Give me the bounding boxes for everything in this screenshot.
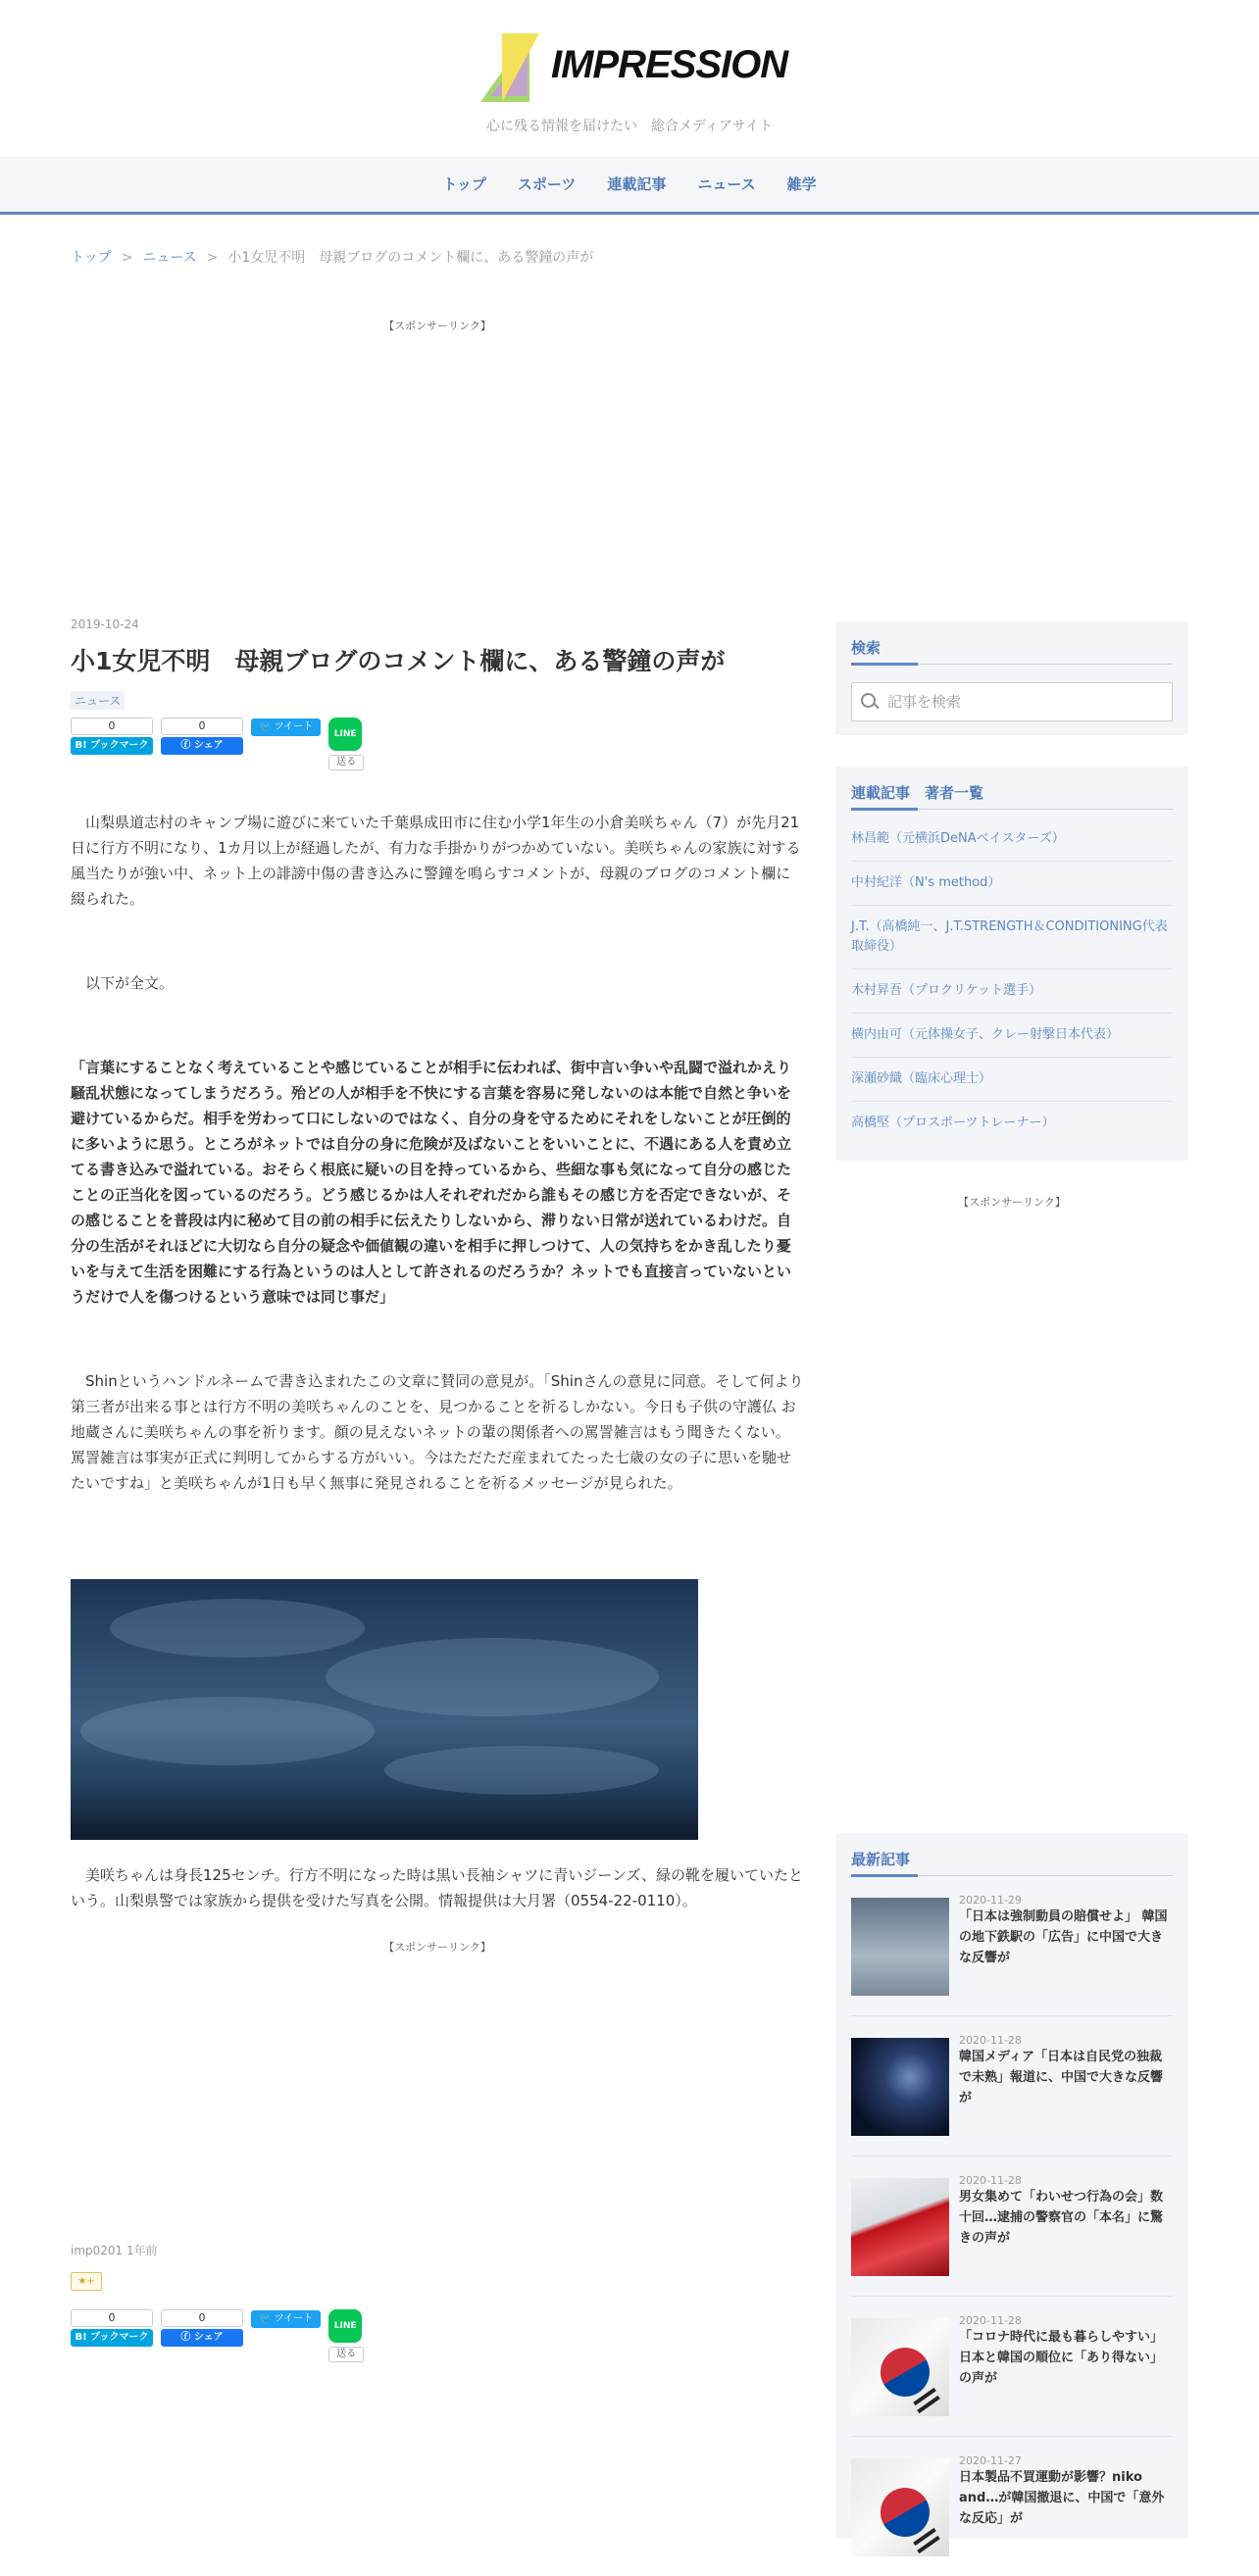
search-box[interactable] <box>851 682 1173 721</box>
share-buttons-top <box>71 718 804 778</box>
recent-post[interactable] <box>851 1890 1173 2016</box>
author-link[interactable]: J.T.（高橋純一、J.T.STRENGTH＆CONDITIONING代表取締役） <box>851 906 1173 969</box>
share-buttons-bottom <box>71 2309 364 2370</box>
line-send-label[interactable]: 送る <box>328 2347 364 2362</box>
facebook-share-button[interactable] <box>161 737 243 755</box>
recent-post-title[interactable]: 男女集めて「わいせつ行為の会」数十回…逮捕の警察官の「本名」に驚きの声が <box>959 2190 1164 2246</box>
hatena-star-button[interactable]: ★+ <box>71 2272 102 2291</box>
search-widget-title: 検索 <box>851 637 1173 665</box>
hatena-bookmark-button[interactable]: B! ブックマーク <box>71 2329 153 2347</box>
facebook-icon: ⓕ <box>180 2332 194 2343</box>
hatena-share[interactable] <box>71 718 153 755</box>
article-paragraph: Shinというハンドルネームで書き込まれたこの文章に賛同の意見が。「Shinさんの意見に同意。そして何より第三者が出来る事とは行方不明の美咲ちゃんのことを、見つかることを祈るしかない。今日も子供の守護仏 お地蔵さんに美咲ちゃんの事を祈ります。顔の見えないネットの輩の関係者への罵詈雑言はもう聞きたくない。罵詈雑言は事実が正式に判明してからする方がいい。今はただただ産まれてたった七歳の女の子に思いを馳せたいですね」と美咲ちゃんが1日も早く無事に発見されることを祈るメッセージが見られた。 <box>71 1371 804 1492</box>
tweet-button[interactable] <box>251 2310 321 2328</box>
sidebar <box>835 621 1188 1210</box>
line-share[interactable] <box>328 718 364 770</box>
recent-post-date: 2020-11-29 <box>959 1894 1022 1907</box>
hatena-count: 0 <box>71 2309 153 2327</box>
recent-post[interactable] <box>851 2170 1173 2297</box>
author-link[interactable]: 高橋堅（プロスポーツトレーナー） <box>851 1115 1055 1130</box>
twitter-bird-icon: 🐦 <box>259 2313 275 2324</box>
recent-post[interactable] <box>851 2310 1173 2437</box>
article <box>71 618 804 1496</box>
author-link[interactable]: 深瀬砂織（臨床心理士） <box>851 1058 1173 1102</box>
breadcrumb-section[interactable]: ニュース <box>142 250 197 266</box>
facebook-icon: ⓕ <box>180 739 194 751</box>
recent-post-title[interactable]: 「コロナ時代に最も暮らしやすい」 日本と韓国の順位に「あり得ない」の声が <box>959 2330 1164 2386</box>
facebook-share[interactable] <box>161 718 243 755</box>
author-list <box>851 817 1173 1145</box>
photo-cloud <box>110 1599 365 1658</box>
hatena-count: 0 <box>71 718 153 735</box>
hatena-bookmark-button[interactable]: B! ブックマーク <box>71 737 153 755</box>
recent-post-thumbnail[interactable] <box>851 2038 949 2136</box>
facebook-share-label: シェア <box>193 2332 224 2343</box>
sponsor-label-sidebar: 【スポンサーリンク】 <box>958 1196 1066 1209</box>
global-nav <box>0 157 1259 215</box>
recent-posts-widget <box>835 1833 1188 2539</box>
recent-posts-title: 最新記事 <box>851 1849 1173 1876</box>
search-widget <box>835 621 1188 735</box>
recent-post-thumbnail[interactable] <box>851 2458 949 2556</box>
logo-mark-yellow <box>502 33 539 102</box>
breadcrumb-separator: > <box>121 250 133 266</box>
search-input[interactable] <box>885 692 1164 712</box>
recent-post-title[interactable]: 「日本は強制動員の賠償せよ」 韓国の地下鉄駅の「広告」に中国で大きな反響が <box>959 1909 1168 1965</box>
author-link[interactable]: 横内由可（元体操女子、クレー射撃日本代表） <box>851 1014 1173 1058</box>
post-title: 小1女児不明 母親ブログのコメント欄に、ある警鐘の声が <box>71 647 726 675</box>
facebook-count: 0 <box>161 2309 243 2327</box>
hatena-share[interactable] <box>71 2309 153 2347</box>
recent-post-date: 2020-11-28 <box>959 2034 1022 2047</box>
breadcrumb <box>71 247 593 267</box>
article-paragraph: 美咲ちゃんは身長125センチ。行方不明になった時は黒い長袖シャツに青いジーンズ、緑の靴を履いていたという。山梨県警では家族から提供を受けた写真を公開。情報提供は大月署（0554-22-0110）。 <box>71 1866 803 1909</box>
facebook-share[interactable] <box>161 2309 243 2347</box>
recent-posts-sidebar <box>835 1833 1188 2539</box>
twitter-bird-icon: 🐦 <box>259 720 275 732</box>
recent-post-date: 2020-11-28 <box>959 2314 1022 2327</box>
recent-post[interactable] <box>851 2451 1173 2576</box>
article-quote: 「言葉にすることなく考えていることや感じていることが相手に伝われば、街中言い争いや乱闘で溢れかえり騒乱状態になってしまうだろう。殆どの人が相手を不快にする言葉を容易に発しないのは本能で自然と争いを避けているからだ。相手を労わって口にしないのではなく、自分の身を守るためにそれをしないことが圧倒的に多いように思う。ところがネットでは自分の身に危険が及ばないことをいいことに、不遇にある人を責め立てる書き込みで溢れている。おそらく根底に疑いの目を持っているから、些細な事も気になって自分の感じたことの正当化を図っているのだろう。どう感じるかは人それぞれだから誰もその感じ方を否定できないが、その感じることを普段は内に秘めて目の前の相手に伝えたりしないから、滞りない日常が送れているわけだ。自分の生活がそれほどに大切なら自分の疑念や価値観の違いを相手に押しつけて、人の気持ちをかき乱したり憂いを与えて生活を困難にする行為というのは人として許されるのだろうか？ネットでも直接言っていないというだけで人を傷つけるという意味では同じ事だ」 <box>71 1058 792 1306</box>
storm-cloud-photo <box>71 1579 698 1840</box>
article-paragraph: 以下が全文。 <box>71 973 175 992</box>
author-link[interactable]: 木村昇吾（プロクリケット選手） <box>851 969 1173 1014</box>
photo-cloud <box>326 1638 659 1716</box>
site-header <box>0 0 1259 157</box>
breadcrumb-home[interactable]: トップ <box>71 250 112 266</box>
tweet-button[interactable] <box>251 718 321 736</box>
recent-post-title[interactable]: 韓国メディア「日本は自民党の独裁で未熟」報道に、中国で大きな反響が <box>959 2050 1164 2105</box>
line-icon[interactable]: LINE <box>328 2309 362 2343</box>
sponsor-label-bottom: 【スポンサーリンク】 <box>383 1941 491 1954</box>
site-logo[interactable] <box>480 29 788 108</box>
facebook-share-label: シェア <box>193 739 224 751</box>
tweet-label: ツイート <box>274 2313 314 2324</box>
line-icon[interactable]: LINE <box>328 718 362 751</box>
photo-cloud <box>384 1746 659 1795</box>
recent-posts-list <box>851 1890 1173 2576</box>
recent-post[interactable] <box>851 2030 1173 2156</box>
nav-item-trivia[interactable]: 雑学 <box>786 175 817 193</box>
nav-item-sports[interactable]: スポーツ <box>517 175 577 193</box>
logo-wordmark: IMPRESSION <box>551 43 788 86</box>
site-tagline: 心に残る情報を届けたい 総合メディアサイト <box>486 119 773 134</box>
author-link[interactable]: 中村紀洋（N's method） <box>851 862 1173 906</box>
breadcrumb-separator: > <box>206 250 219 266</box>
nav-item-top[interactable]: トップ <box>442 175 486 193</box>
line-send-label[interactable]: 送る <box>328 755 364 770</box>
nav-item-news[interactable]: ニュース <box>697 175 756 193</box>
article-paragraph: 山梨県道志村のキャンプ場に遊びに来ていた千葉県成田市に住む小学1年生の小倉美咲ちゃん（7）が先月21日に行方不明になり、1カ月以上が経過したが、有力な手掛かりがつかめていない。美咲ちゃんの家族に対する風当たりが強い中、ネット上の誹謗中傷の書き込みに警鐘を鳴らすコメントが、母親のブログのコメント欄に綴られた。 <box>71 813 801 908</box>
recent-post-thumbnail[interactable] <box>851 2318 949 2416</box>
line-share[interactable] <box>328 2309 364 2362</box>
authors-widget <box>835 767 1188 1161</box>
recent-post-title[interactable]: 日本製品不買運動が影響？niko and…が韓国撤退に、中国で「意外な反応」が <box>959 2470 1165 2526</box>
facebook-count: 0 <box>161 718 243 735</box>
author-link[interactable]: 林昌範（元横浜DeNAベイスターズ） <box>851 817 1173 862</box>
recent-post-date: 2020-11-27 <box>959 2454 1022 2467</box>
author-meta: imp0201 1年前 <box>71 2244 158 2257</box>
category-tag[interactable]: ニュース <box>71 691 125 710</box>
breadcrumb-current: 小1女児不明 母親ブログのコメント欄に、ある警鐘の声が <box>227 250 594 266</box>
post-date: 2019-10-24 <box>71 618 139 631</box>
recent-post-thumbnail[interactable] <box>851 1898 949 1996</box>
photo-cloud <box>80 1697 375 1765</box>
nav-item-series[interactable]: 連載記事 <box>607 175 667 193</box>
search-icon <box>860 692 880 712</box>
recent-post-date: 2020-11-28 <box>959 2174 1022 2187</box>
authors-widget-title: 連載記事 著者一覧 <box>851 782 1173 810</box>
recent-post-thumbnail[interactable] <box>851 2178 949 2276</box>
sponsor-label-top: 【スポンサーリンク】 <box>383 320 491 332</box>
facebook-share-button[interactable] <box>161 2329 243 2347</box>
tweet-label: ツイート <box>274 720 314 732</box>
